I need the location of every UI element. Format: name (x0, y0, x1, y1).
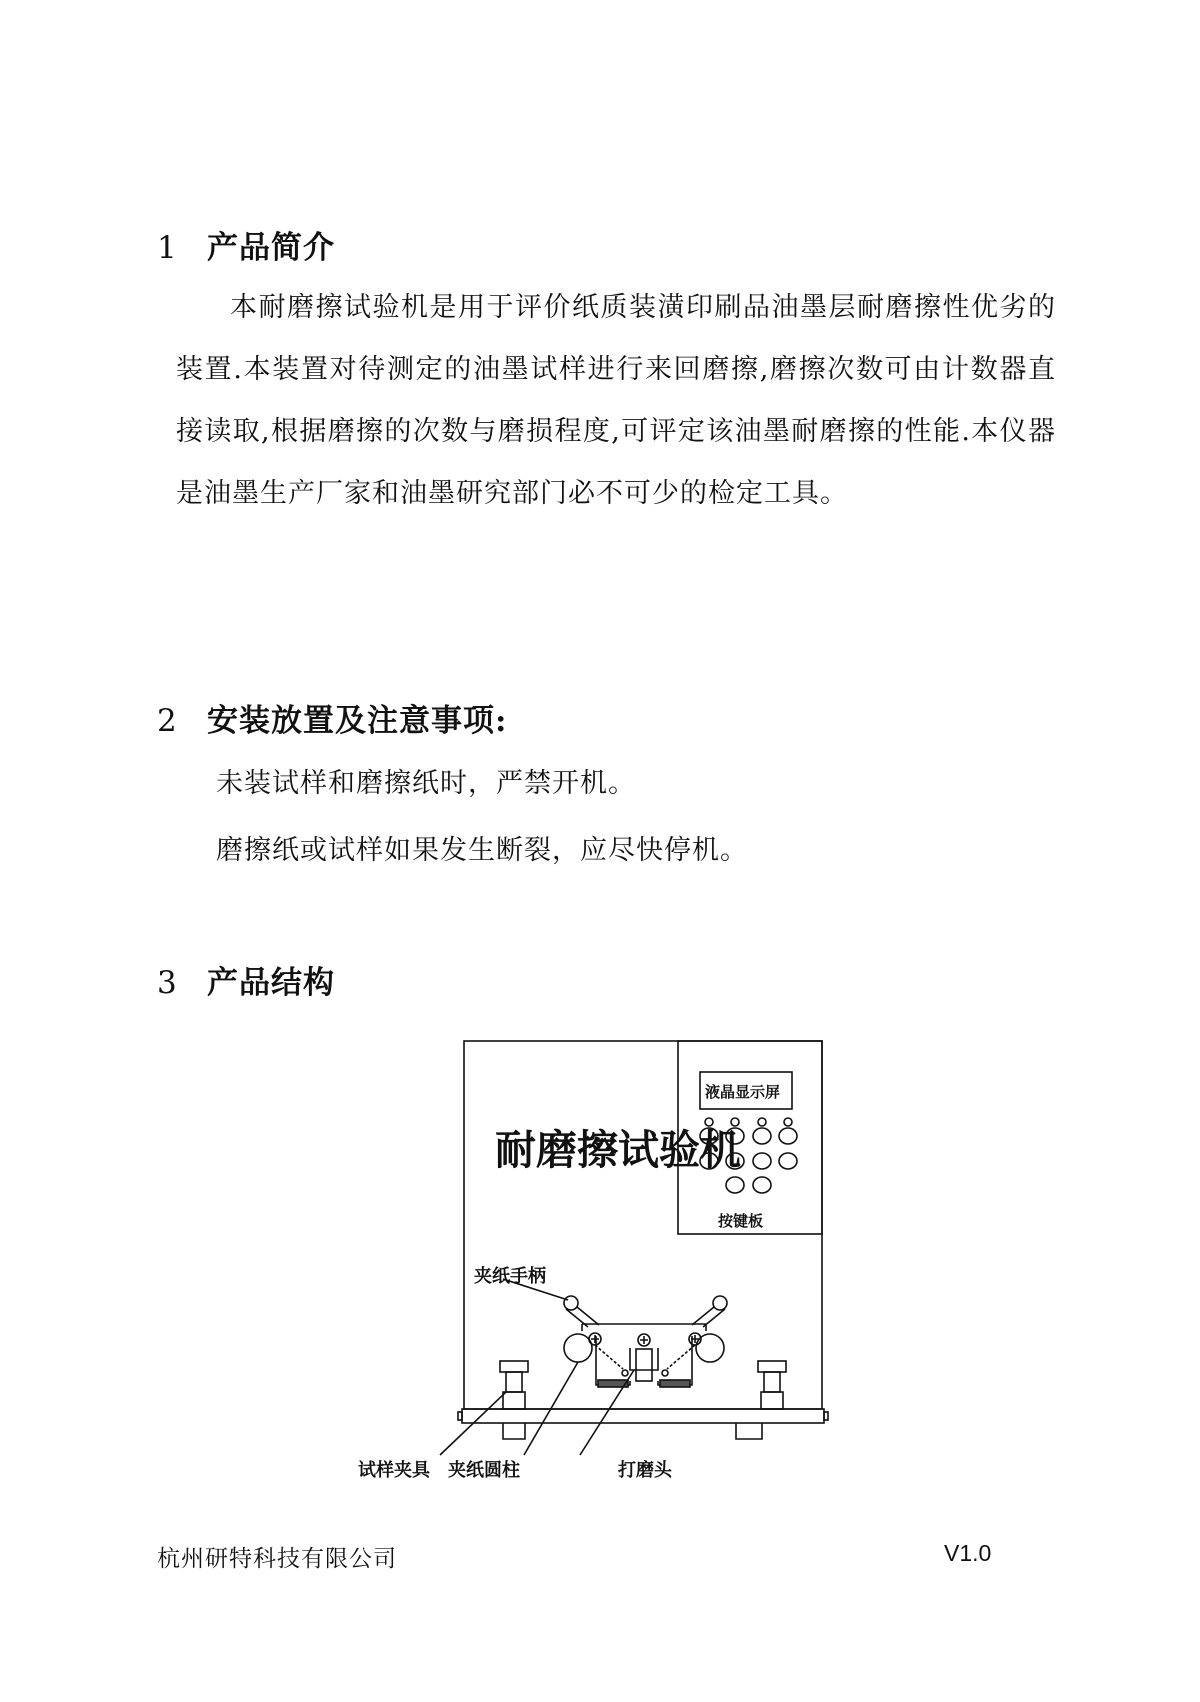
right-spring (667, 1345, 695, 1369)
section-2-title: 安装放置及注意事项: (207, 703, 508, 739)
footer-version: V1.0 (944, 1540, 992, 1566)
right-spring-pin (662, 1370, 668, 1376)
keypad-button (779, 1153, 797, 1169)
foot (503, 1423, 525, 1439)
right-clamp-knob (758, 1361, 786, 1372)
section-1-heading (157, 222, 335, 267)
keypad-button (779, 1128, 797, 1144)
grinding-head-frame (630, 1348, 658, 1370)
left-handle-pivot (564, 1296, 578, 1310)
left-clamp-knob (500, 1361, 528, 1372)
left-handle-arm (577, 1307, 599, 1325)
left-spring-pin (622, 1370, 628, 1376)
handle-label: 夹纸手柄 (474, 1266, 546, 1287)
left-cylinder (564, 1334, 592, 1362)
section-2-heading (157, 695, 507, 740)
section-3-title: 产品结构 (207, 965, 335, 1001)
keypad-button (753, 1153, 771, 1169)
right-handle-pivot (713, 1296, 727, 1310)
left-holder (596, 1336, 630, 1385)
base-tab (458, 1412, 462, 1420)
led-icon (758, 1118, 766, 1126)
head-label: 打磨头 (618, 1460, 672, 1481)
right-rubbing-pad (660, 1380, 690, 1387)
keypad-button (753, 1128, 771, 1144)
left-clamp-stem (506, 1372, 522, 1392)
diagram-svg (340, 1035, 860, 1487)
led-icon (705, 1118, 713, 1126)
footer-company: 杭州研特科技有限公司 (157, 1546, 397, 1572)
keypad-button (753, 1177, 771, 1193)
note-1: 未装试样和磨擦纸时，严禁开机。 (216, 768, 636, 799)
clamp-label: 试样夹具 (358, 1460, 430, 1481)
intro-paragraph: 本耐磨擦试验机是用于评价纸质装潢印刷品油墨层耐磨擦性优劣的装置.本装置对待测定的油墨试样进行来回磨擦,磨擦次数可由计数器直接读取,根据磨擦的次数与磨损程度,可评定该油墨耐磨擦的性能.本仪器是油墨生产厂家和油墨研究部门必不可少的检定工具。 (176, 292, 1056, 509)
right-clamp-base (761, 1392, 783, 1409)
section-1-title: 产品简介 (207, 230, 335, 266)
right-handle-arm (703, 1309, 725, 1327)
base-plate (462, 1409, 824, 1423)
right-handle-arm (692, 1307, 714, 1325)
led-icon (731, 1118, 739, 1126)
grinding-head (636, 1349, 652, 1381)
screw-cross (591, 1335, 599, 1343)
led-icon (784, 1118, 792, 1126)
section-3-heading (157, 957, 335, 1002)
right-holder (658, 1336, 692, 1385)
lcd-label: 液晶显示屏 (705, 1083, 781, 1101)
section-1-number: 1 (157, 230, 178, 266)
base-tab (824, 1412, 828, 1420)
screw-cross (640, 1336, 648, 1344)
keypad-button (726, 1177, 744, 1193)
left-spring (595, 1345, 623, 1369)
section-2-number: 2 (157, 703, 178, 739)
product-structure-diagram (340, 1035, 860, 1487)
cylinder-label: 夹纸圆柱 (448, 1460, 520, 1481)
right-clamp-stem (764, 1372, 780, 1392)
left-clamp-base (503, 1392, 525, 1409)
left-handle-arm (566, 1309, 588, 1327)
section-3-number: 3 (157, 965, 178, 1001)
keypad-label: 按键板 (718, 1212, 764, 1230)
machine-title: 耐磨擦试验机 (495, 1126, 741, 1174)
note-2: 磨擦纸或试样如果发生断裂，应尽快停机。 (216, 835, 748, 866)
foot (736, 1423, 762, 1439)
